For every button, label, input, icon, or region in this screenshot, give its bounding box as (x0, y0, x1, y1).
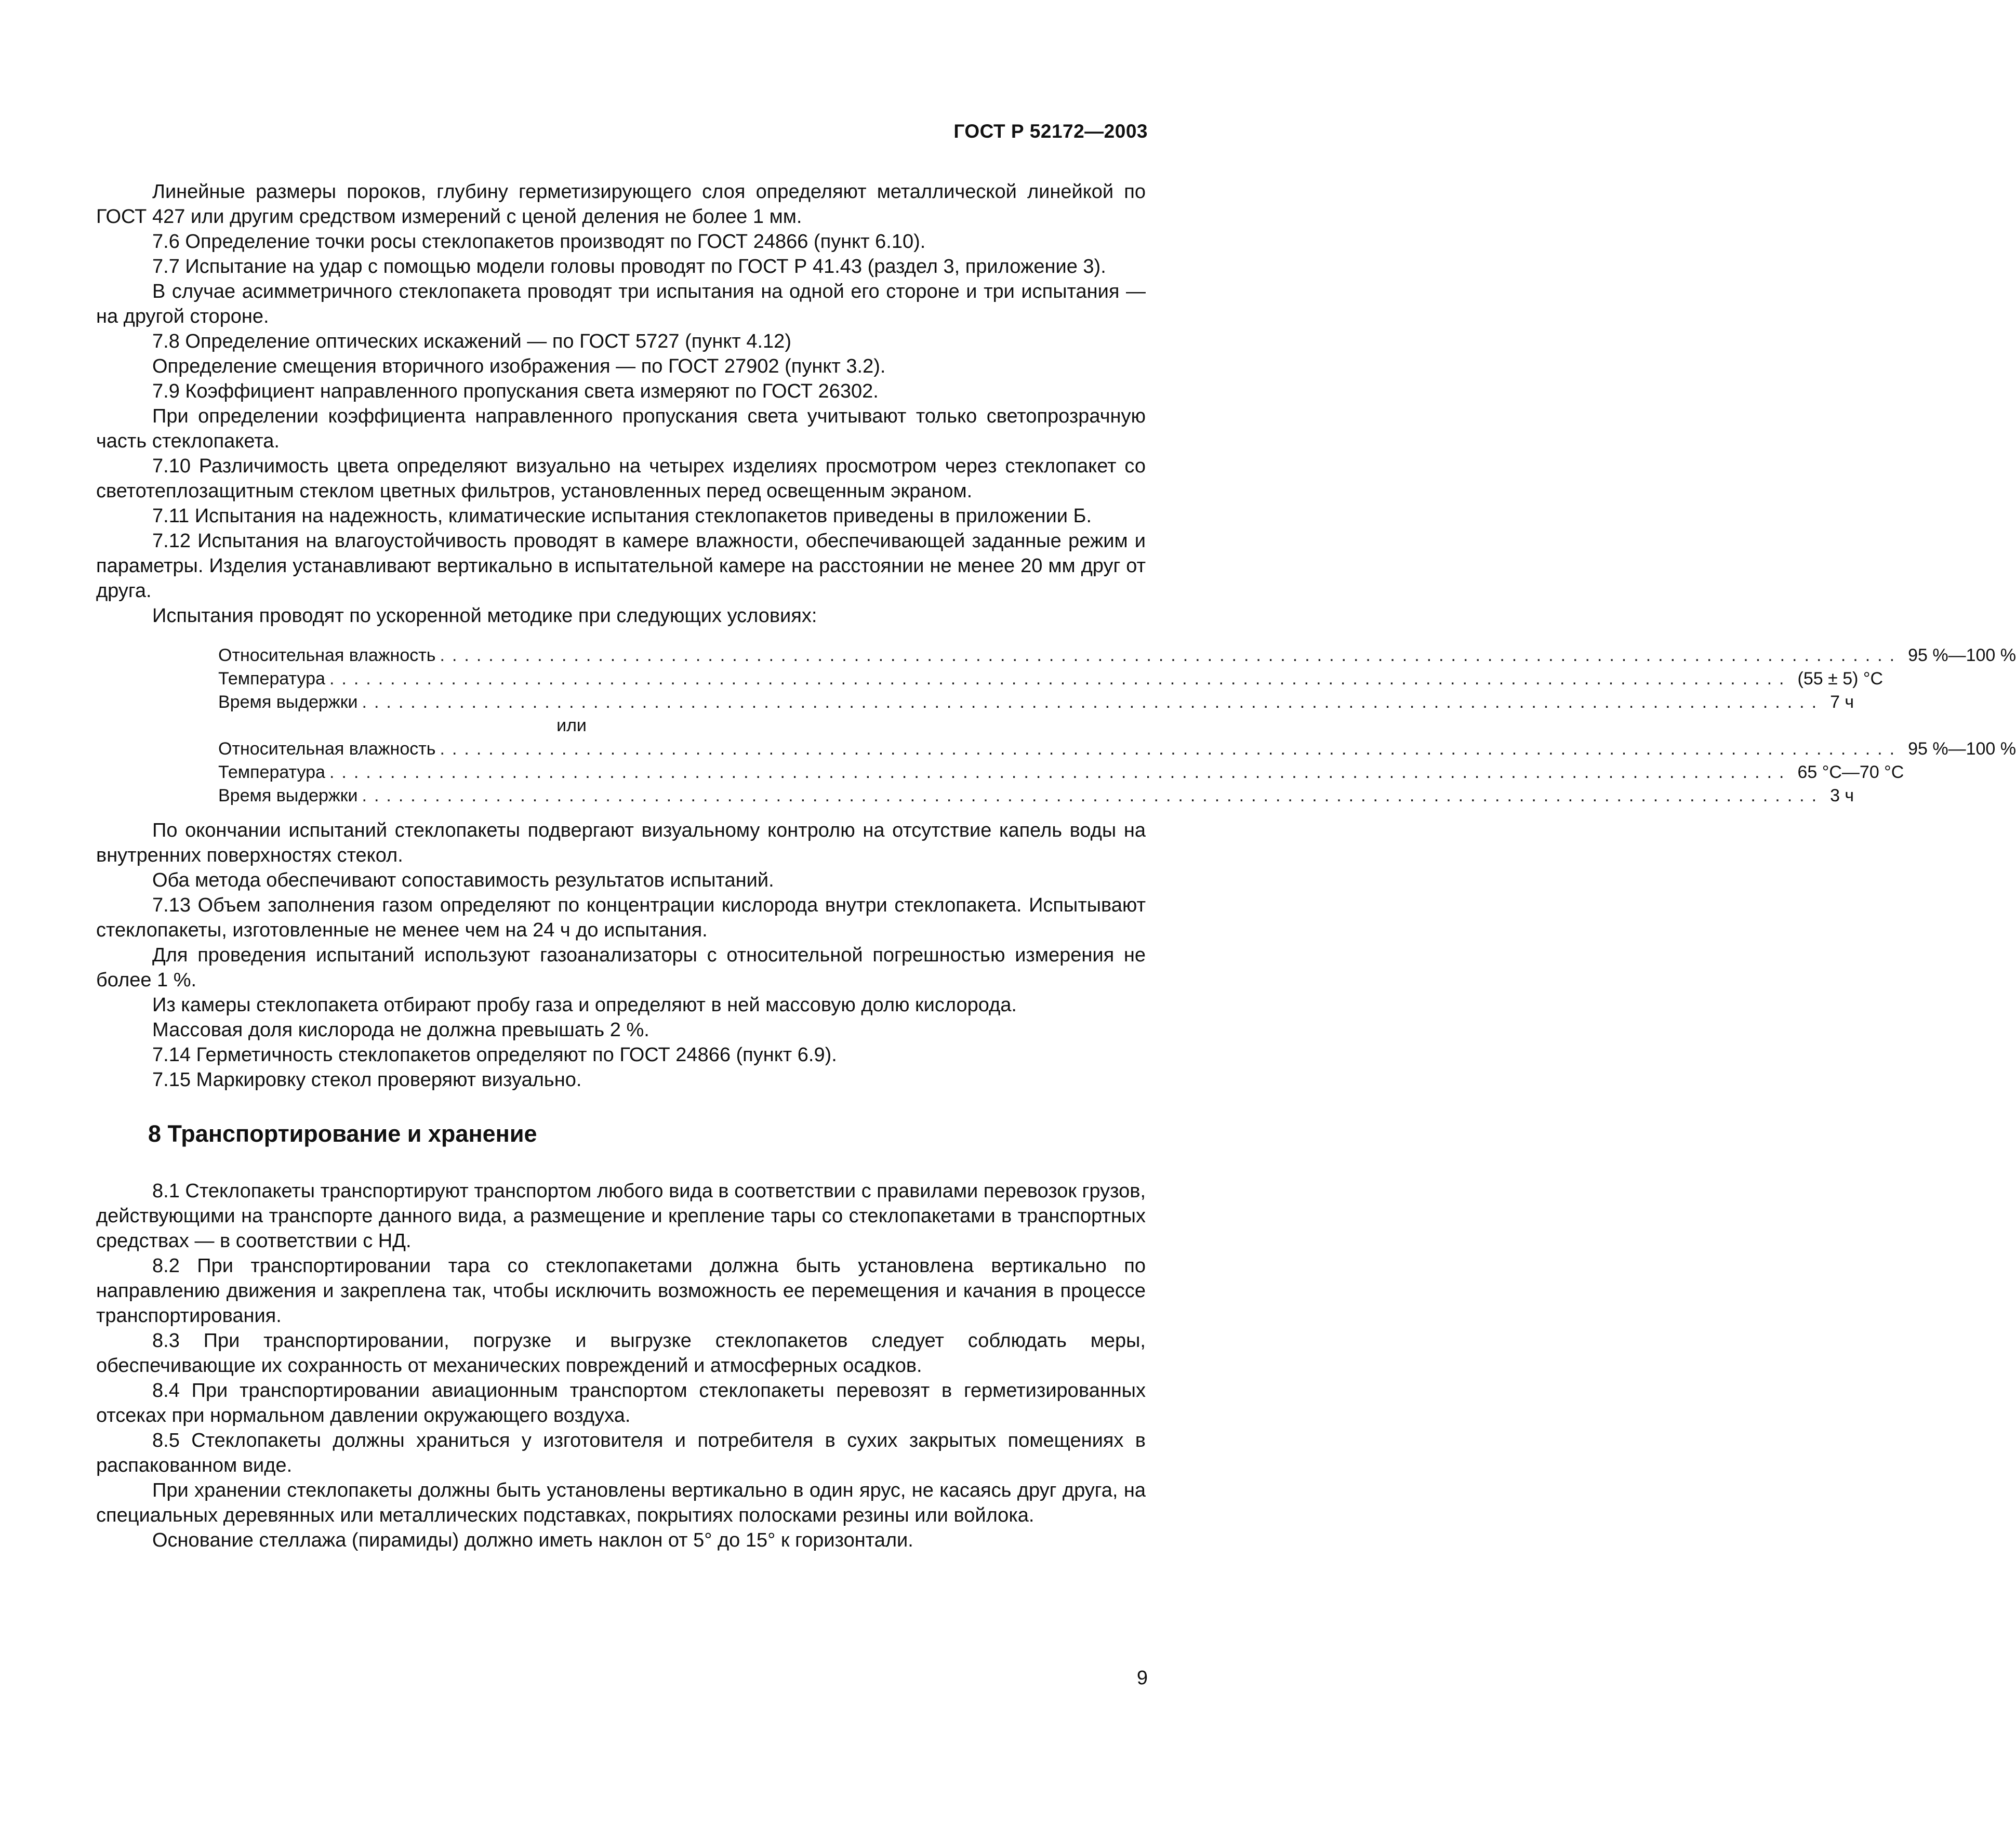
conditions-or-label: или (556, 716, 587, 735)
conditions-set-2 (218, 737, 2016, 808)
leader-dots: ........................................................................................................................ (362, 692, 1824, 712)
paragraph: Определение смещения вторичного изображения — по ГОСТ 27902 (пункт 3.2). (152, 355, 886, 377)
paragraph: 7.10 Различимость цвета определяют визуально на четырех изделиях просмотром через стеклопакет со светотеплозащитным стеклом цветных фильтров, установленных перед освещенным экраном. (96, 455, 1146, 502)
paragraph: 8.4 При транспортировании авиационным транспортом стеклопакеты перевозят в герметизированных отсеках при нормальном давлении окружающего воздуха. (96, 1380, 1146, 1426)
conditions-set-1 (218, 644, 2016, 714)
paragraph: По окончании испытаний стеклопакеты подвергают визуальному контролю на отсутствие капель воды на внутренних поверхностях стекол. (96, 820, 1146, 866)
condition-value: (55 ± 5) °С (1797, 669, 1884, 689)
test-conditions-table (218, 644, 2016, 808)
condition-label: Время выдержки (218, 692, 358, 712)
paragraph: Испытания проводят по ускоренной методике при следующих условиях: (152, 605, 817, 627)
condition-row (218, 644, 2016, 667)
condition-row (218, 761, 1904, 784)
paragraph: 8.5 Стеклопакеты должны храниться у изготовителя и потребителя в сухих закрытых помещениях в распакованном виде. (96, 1430, 1146, 1476)
paragraph: 8.3 При транспортировании, погрузке и выгрузке стеклопакетов следует соблюдать меры, обеспечивающие их сохранность от механических повреждений и атмосферных осадков. (96, 1330, 1146, 1377)
page-content (96, 179, 2016, 1553)
section-8-title: 8 Транспортирование и хранение (148, 1120, 537, 1147)
leader-dots: ........................................................................................................................ (329, 762, 1792, 782)
paragraph: Из камеры стеклопакета отбирают пробу газа и определяют в ней массовую долю кислорода. (152, 994, 1017, 1016)
condition-value: 95 %—100 % (1908, 739, 2016, 759)
paragraph: Для проведения испытаний используют газоанализаторы с относительной погрешностью измерения не более 1 %. (96, 944, 1146, 991)
condition-value: 65 °С—70 °С (1797, 762, 1904, 782)
condition-value: 95 %—100 % (1908, 645, 2016, 665)
paragraph: 7.15 Маркировку стекол проверяют визуально. (152, 1069, 582, 1091)
paragraph-block-8 (96, 1179, 1146, 1553)
condition-label: Температура (218, 669, 325, 689)
paragraph: 7.6 Определение точки росы стеклопакетов производят по ГОСТ 24866 (пункт 6.10). (152, 231, 926, 253)
condition-value: 3 ч (1830, 786, 1854, 805)
condition-label: Относительная влажность (218, 739, 436, 759)
leader-dots: ........................................................................................................................ (440, 645, 1902, 665)
leader-dots: ........................................................................................................................ (362, 786, 1824, 805)
paragraph: 7.12 Испытания на влагоустойчивость проводят в камере влажности, обеспечивающей заданные режим и параметры. Изделия устанавливают вертикально в испытательной камере на расстоянии не менее 20 мм друг от друга. (96, 530, 1146, 602)
condition-label: Температура (218, 762, 325, 782)
condition-label: Время выдержки (218, 786, 358, 805)
paragraph: Основание стеллажа (пирамиды) должно иметь наклон от 5° до 15° к горизонтали. (152, 1529, 913, 1551)
condition-row (218, 691, 1854, 714)
page-number: 9 (1136, 1667, 1148, 1689)
leader-dots: ........................................................................................................................ (329, 669, 1792, 689)
paragraph: В случае асимметричного стеклопакета проводят три испытания на одной его стороне и три испытания — на другой стороне. (96, 281, 1146, 327)
paragraph: 7.14 Герметичность стеклопакетов определяют по ГОСТ 24866 (пункт 6.9). (152, 1044, 837, 1066)
paragraph: 7.11 Испытания на надежность, климатические испытания стеклопакетов приведены в приложении Б. (152, 505, 1092, 527)
paragraph-block-7 (96, 179, 1146, 628)
paragraph: 7.9 Коэффициент направленного пропускания света измеряют по ГОСТ 26302. (152, 380, 879, 402)
condition-label: Относительная влажность (218, 645, 436, 665)
paragraph: 7.8 Определение оптических искажений — по ГОСТ 5727 (пункт 4.12) (152, 331, 791, 352)
paragraph: 8.2 При транспортировании тара со стеклопакетами должна быть установлена вертикально по направлению движения и закреплена так, чтобы исключить возможность ее перемещения и качания в процессе транспортирования. (96, 1255, 1146, 1327)
paragraph: Массовая доля кислорода не должна превышать 2 %. (152, 1019, 649, 1041)
paragraph: 7.7 Испытание на удар с помощью модели головы проводят по ГОСТ Р 41.43 (раздел 3, приложение 3). (152, 256, 1106, 278)
document-header: ГОСТ Р 52172—2003 (953, 121, 1148, 142)
paragraph: 8.1 Стеклопакеты транспортируют транспортом любого вида в соответствии с правилами перевозок грузов, действующими на транспорте данного вида, а размещение и крепление тары со стеклопакетами в транспортных средствах — в соответствии с НД. (96, 1180, 1146, 1252)
paragraph-block-7-cont (96, 818, 1146, 1092)
condition-row (218, 737, 2016, 761)
paragraph: Линейные размеры пороков, глубину герметизирующего слоя определяют металлической линейкой по ГОСТ 427 или другим средством измерений с ценой деления не более 1 мм. (96, 181, 1146, 228)
condition-value: 7 ч (1830, 692, 1854, 712)
paragraph: 7.13 Объем заполнения газом определяют по концентрации кислорода внутри стеклопакета. Испытывают стеклопакеты, изготовленные не менее чем на 24 ч до испытания. (96, 894, 1146, 941)
condition-row (218, 784, 1854, 808)
paragraph: Оба метода обеспечивают сопоставимость результатов испытаний. (152, 869, 774, 891)
paragraph: При определении коэффициента направленного пропускания света учитывают только светопрозрачную часть стеклопакета. (96, 405, 1146, 452)
condition-row (218, 667, 1884, 691)
paragraph: При хранении стеклопакеты должны быть установлены вертикально в один ярус, не касаясь друг друга, на специальных деревянных или металлических подставках, покрытиях полосками резины или войлока. (96, 1479, 1146, 1526)
leader-dots: ........................................................................................................................ (440, 739, 1902, 759)
